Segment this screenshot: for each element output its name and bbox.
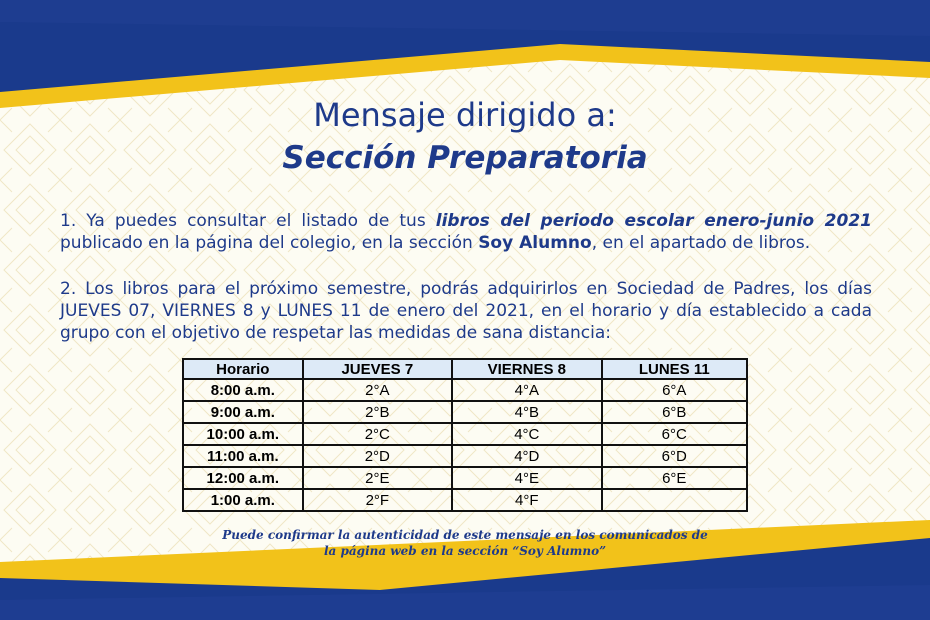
group-cell: 4°D [452,445,602,467]
table-row [183,467,747,489]
table-row [183,401,747,423]
time-cell: 9:00 a.m. [183,401,303,423]
table-row [183,379,747,401]
authenticity-note [180,527,750,559]
header-viernes: VIERNES 8 [452,359,602,379]
authenticity-note-line-1: Puede confirmar la autenticidad de este mensaje en los comunicados de [222,528,708,542]
group-cell: 2°D [303,445,452,467]
group-cell: 2°B [303,401,452,423]
header-horario: Horario [183,359,303,379]
group-cell: 2°F [303,489,452,511]
authenticity-note-line-2: la página web en la sección “Soy Alumno” [324,544,606,558]
paragraph-1 [60,210,872,254]
group-cell: 6°E [602,467,747,489]
group-cell: 4°B [452,401,602,423]
table-row [183,445,747,467]
group-cell: 6°A [602,379,747,401]
time-cell: 8:00 a.m. [183,379,303,401]
paragraph-1-part-1: 1. Ya puedes consultar el listado de tus [60,211,436,231]
table-row [183,489,747,511]
title-line-1: Mensaje dirigido a: [313,96,617,134]
group-cell: 6°D [602,445,747,467]
group-cell: 4°C [452,423,602,445]
paragraph-1-emphasis-section: Soy Alumno [478,233,592,253]
group-cell: 6°C [602,423,747,445]
group-cell: 4°F [452,489,602,511]
group-cell: 4°A [452,379,602,401]
paragraph-2: 2. Los libros para el próximo semestre, podrás adquirirlos en Sociedad de Padres, los días JUEVES 07, VIERNES 8 y LUNES 11 de enero del 2021, en el horario y día establecido a cada grupo con el objetivo de respetar las medidas de sana distancia: [60,279,872,343]
time-cell: 1:00 a.m. [183,489,303,511]
paragraph-1-part-3: , en el apartado de libros. [591,233,811,253]
header-jueves: JUEVES 7 [303,359,452,379]
table-row [183,423,747,445]
header-lunes: LUNES 11 [602,359,747,379]
paragraph-1-part-2: publicado en la página del colegio, en la sección [60,233,479,253]
group-cell: 2°E [303,467,452,489]
schedule-header-row [183,359,747,379]
group-cell: 2°A [303,379,452,401]
group-cell [602,489,747,511]
paragraph-1-emphasis-books: libros del periodo escolar enero-junio 2021 [435,211,872,231]
group-cell: 4°E [452,467,602,489]
time-cell: 10:00 a.m. [183,423,303,445]
schedule-table [182,358,748,512]
time-cell: 12:00 a.m. [183,467,303,489]
time-cell: 11:00 a.m. [183,445,303,467]
title-line-2: Sección Preparatoria [282,140,648,176]
group-cell: 2°C [303,423,452,445]
group-cell: 6°B [602,401,747,423]
